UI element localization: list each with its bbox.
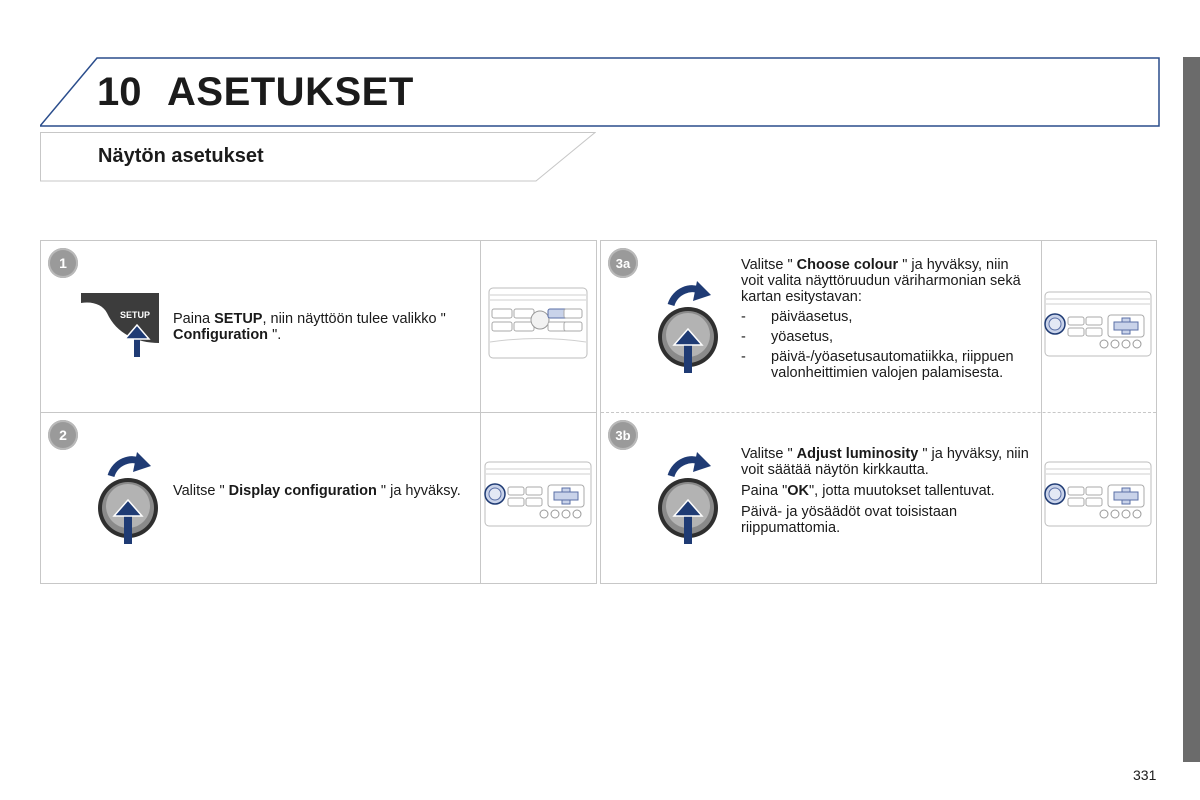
panel-steps-right — [600, 240, 1157, 584]
rotary-knob-icon — [657, 450, 721, 551]
step-badge-2: 2 — [48, 420, 78, 450]
section-title: Näytön asetukset — [98, 145, 264, 167]
step-3b-text: Valitse " Adjust luminosity " ja hyväksy, niin voit säätää näytön kirkkautta. Paina "OK", jotta muutokset tallentuvat. Päivä- ja yösäädöt ovat toisistaan riippumattomia. — [741, 446, 1029, 536]
rotary-knob-icon — [97, 450, 161, 551]
step-3a-text: Valitse " Choose colour " ja hyväksy, niin voit valita näyttöruudun väriharmonian sekä kartan esitystavan: - päiväasetus, - yöasetus, - päivä-/yöasetusautomatiikka, riippuen valonheittimien valojen palamisesta. — [741, 257, 1033, 385]
setup-label: SETUP — [119, 310, 151, 320]
page-number: 331 — [1133, 767, 1157, 783]
radio-panel-thumbnail — [1044, 291, 1152, 362]
row-divider — [41, 412, 596, 413]
setup-button-icon — [77, 291, 163, 368]
radio-panel-thumbnail — [488, 287, 588, 364]
step-badge-3b: 3b — [608, 420, 638, 450]
list-item: - päiväasetus, — [741, 309, 853, 325]
radio-panel-thumbnail — [484, 461, 592, 532]
side-tab — [1183, 57, 1200, 762]
column-divider — [1041, 241, 1042, 583]
column-divider — [480, 241, 481, 583]
list-item: - yöasetus, — [741, 329, 834, 345]
step-badge-1: 1 — [48, 248, 78, 278]
rotary-knob-icon — [657, 279, 721, 380]
panel-steps-left — [40, 240, 597, 584]
list-item: - päivä-/yöasetusautomatiikka, riippuen valonheittimien valojen palamisesta. — [741, 349, 1014, 381]
step-badge-3a: 3a — [608, 248, 638, 278]
radio-panel-thumbnail — [1044, 461, 1152, 532]
chapter-title: ASETUKSET — [167, 70, 414, 114]
chapter-number: 10 — [97, 70, 142, 114]
step-2-text: Valitse " Display configuration " ja hyväksy. — [173, 483, 461, 499]
step-1-text: Paina SETUP, niin näyttöön tulee valikko " Configuration ". — [173, 311, 446, 343]
row-divider — [601, 412, 1156, 413]
